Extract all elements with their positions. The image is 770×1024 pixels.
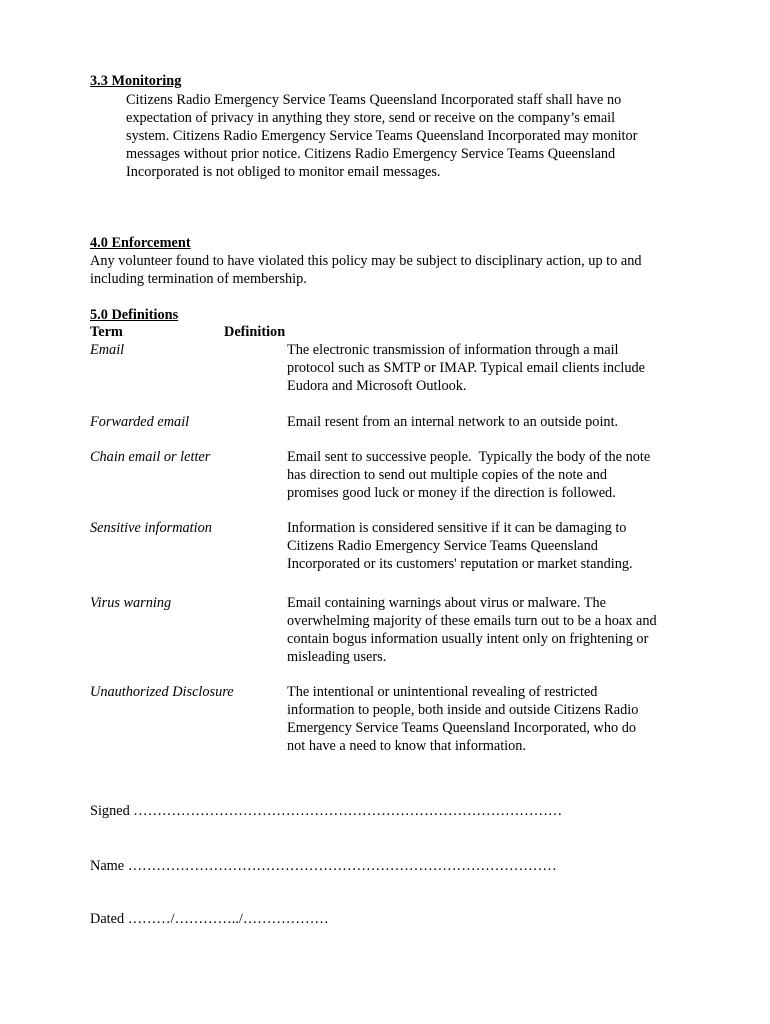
definition-text: not have a need to know that information.	[287, 738, 527, 754]
definition-text: Email containing warnings about virus or malware. The	[287, 595, 606, 611]
definition-text: Email sent to successive people. Typically the body of the note	[287, 449, 651, 465]
definition-text: misleading users.	[287, 649, 387, 665]
definition-text: Incorporated or its customers' reputation or market standing.	[287, 556, 633, 572]
term-column-header: Term	[90, 324, 123, 340]
dated-line: Dated ………/…………../………………	[90, 911, 329, 927]
definition-term: Email	[90, 342, 125, 358]
definition-text: contain bogus information usually intent only on frightening or	[287, 631, 649, 647]
definition-text: protocol such as SMTP or IMAP. Typical email clients include	[287, 360, 645, 376]
definition-text: Emergency Service Teams Queensland Incorporated, who do	[287, 720, 637, 736]
definition-term: Sensitive information	[90, 520, 212, 536]
definition-text: Email resent from an internal network to an outside point.	[287, 414, 619, 430]
enforcement-line: Any volunteer found to have violated this policy may be subject to disciplinary action, up to and	[90, 253, 642, 269]
definitions-heading: 5.0 Definitions	[90, 307, 179, 323]
enforcement-heading: 4.0 Enforcement	[90, 235, 191, 251]
definition-term: Forwarded email	[90, 414, 190, 430]
definition-text: The intentional or unintentional revealing of restricted	[287, 684, 598, 700]
definition-term: Chain email or letter	[90, 449, 211, 465]
definition-text: Eudora and Microsoft Outlook.	[287, 378, 467, 394]
definition-text: has direction to send out multiple copies of the note and	[287, 467, 608, 483]
definition-text: promises good luck or money if the direction is followed.	[287, 485, 616, 501]
definition-term: Virus warning	[90, 595, 172, 611]
definition-text: The electronic transmission of information through a mail	[287, 342, 619, 358]
name-line: Name ………………………………………………………………………………	[90, 858, 557, 874]
definition-text: information to people, both inside and outside Citizens Radio	[287, 702, 639, 718]
definition-text: Information is considered sensitive if it can be damaging to	[287, 520, 627, 536]
monitoring-line: Incorporated is not obliged to monitor email messages.	[126, 164, 441, 180]
definition-text: overwhelming majority of these emails turn out to be a hoax and	[287, 613, 657, 629]
definition-term: Unauthorized Disclosure	[90, 684, 234, 700]
signed-line: Signed ………………………………………………………………………………	[90, 803, 563, 819]
definition-column-header: Definition	[224, 324, 286, 340]
monitoring-line: Citizens Radio Emergency Service Teams Queensland Incorporated staff shall have no	[126, 92, 622, 108]
enforcement-line: including termination of membership.	[90, 271, 307, 287]
monitoring-heading: 3.3 Monitoring	[90, 73, 182, 89]
monitoring-line: system. Citizens Radio Emergency Service Teams Queensland Incorporated may monitor	[126, 128, 638, 144]
monitoring-line: expectation of privacy in anything they store, send or receive on the company’s email	[126, 110, 616, 126]
definition-text: Citizens Radio Emergency Service Teams Queensland	[287, 538, 598, 554]
monitoring-line: messages without prior notice. Citizens Radio Emergency Service Teams Queensland	[126, 146, 616, 162]
